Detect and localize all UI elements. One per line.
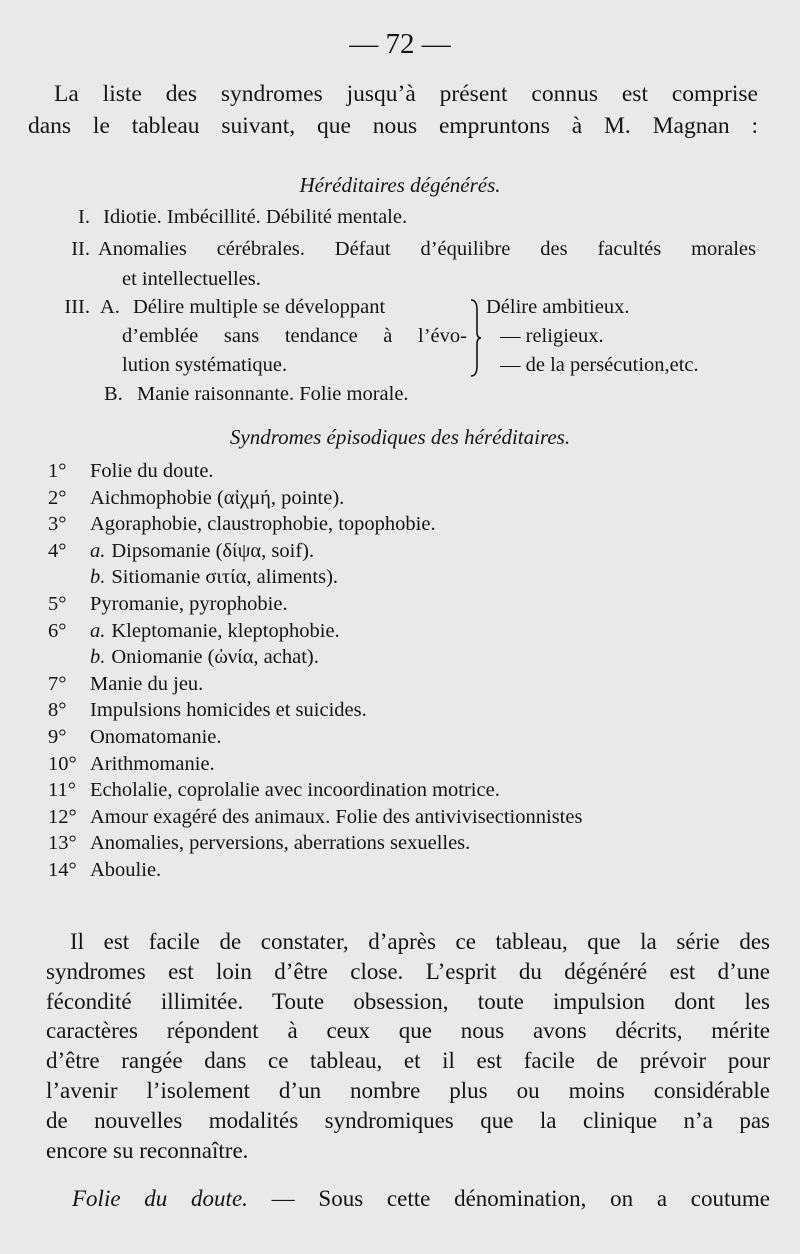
row-iii-a-line: lution systématique. — [122, 354, 288, 376]
item-number: 10° — [48, 752, 77, 775]
section-title-folie-du-doute: Folie du doute. — [72, 1186, 248, 1211]
item-text: Folie du doute. — [90, 460, 214, 482]
item-text: Amour exagéré des animaux. Folie des antivivisectionnistes — [90, 805, 583, 828]
list-item — [48, 779, 500, 802]
item-number: 3° — [48, 513, 67, 536]
delire-religieux: — religieux. — [500, 325, 604, 347]
conclusion-line: de nouvelles modalités syndromiques que la clinique n’a pas — [46, 1107, 770, 1133]
list-item — [48, 753, 215, 776]
item-letter: b. — [90, 566, 106, 589]
item-text: Oniomanie (ὠνία, achat). — [111, 646, 319, 669]
list-item — [48, 806, 582, 829]
conclusion-line: Il est facile de constater, d’après ce tableau, que la série des — [70, 929, 770, 954]
list-item — [48, 460, 214, 483]
item-text: Impulsions homicides et suicides. — [90, 699, 367, 722]
item-text: Anomalies, perversions, aberrations sexuelles. — [90, 832, 471, 855]
row-iii-numeral: III. — [64, 296, 90, 318]
conclusion-line: l’avenir l’isolement d’un nombre plus ou moins considérable — [46, 1077, 770, 1103]
intro-line: dans le tableau suivant, que nous empruntons à M. Magnan : — [28, 113, 758, 139]
final-line — [72, 1186, 770, 1212]
intro-line: La liste des syndromes jusqu’à présent connus est comprise — [54, 81, 758, 107]
list-item — [48, 566, 338, 589]
conclusion-line: syndromes est loin d’être close. L’esprit du dégénéré est d’une — [46, 958, 770, 984]
item-number: 5° — [48, 593, 67, 615]
delire-ambitieux: Délire ambitieux. — [486, 296, 630, 318]
curly-brace — [468, 296, 482, 380]
row-numeral: II. — [71, 238, 90, 260]
row-text: Anomalies cérébrales. Défaut d’équilibre des facultés morales — [98, 238, 756, 260]
conclusion-line: d’être rangée dans ce tableau, et il est facile de prévoir pour — [46, 1048, 770, 1074]
item-number: 8° — [48, 699, 67, 722]
row-i — [34, 206, 407, 229]
row-ii — [34, 238, 756, 261]
row-text: Idiotie. Imbécillité. Débilité mentale. — [103, 206, 408, 228]
item-number: 9° — [48, 726, 67, 748]
conclusion-line: encore su reconnaître. — [46, 1137, 249, 1163]
row-iii-a-label: A. — [100, 296, 120, 318]
conclusion-line: caractères répondent à ceux que nous avons décrits, mérite — [46, 1018, 770, 1044]
table1-heading: Héréditaires dégénérés. — [299, 173, 501, 197]
item-number: 7° — [48, 672, 67, 695]
list-item — [48, 540, 314, 563]
item-number: 14° — [48, 859, 77, 881]
row-iii-a-line: d’emblée sans tendance à l’évo- — [122, 325, 467, 347]
final-line-text: — Sous cette dénomination, on a coutume — [247, 1186, 770, 1211]
delire-persecution: — de la persécution,etc. — [500, 354, 699, 376]
item-text: Pyromanie, pyrophobie. — [90, 593, 288, 615]
item-text: Kleptomanie, kleptophobie. — [111, 619, 340, 642]
list-item — [48, 699, 367, 722]
item-text: Onomatomanie. — [90, 726, 222, 748]
list-item — [48, 726, 222, 749]
item-number: 1° — [48, 460, 67, 482]
list-item — [48, 487, 344, 510]
list-item — [48, 646, 319, 669]
list-item — [48, 832, 470, 855]
item-number: 6° — [48, 619, 67, 642]
item-letter: a. — [90, 539, 106, 562]
conclusion-line: fécondité illimitée. Toute obsession, toute impulsion dont les — [46, 988, 770, 1014]
item-text: Aboulie. — [90, 859, 162, 881]
row-numeral: I. — [78, 206, 90, 228]
table2-heading: Syndromes épisodiques des héréditaires. — [229, 425, 571, 449]
list-item — [48, 593, 288, 616]
item-letter: b. — [90, 646, 106, 669]
item-text: Manie du jeu. — [90, 672, 204, 695]
item-number: 2° — [48, 486, 67, 509]
item-text: Sitiomanie σιτία, aliments). — [111, 566, 339, 589]
item-text: Dipsomanie (δίψα, soif). — [111, 539, 315, 562]
row-iii-b-text: Manie raisonnante. Folie morale. — [137, 383, 409, 405]
row-iii-b-label: B. — [104, 383, 123, 405]
list-item — [48, 513, 436, 536]
row-iii-a-line: Délire multiple se développant — [133, 296, 386, 318]
conclusion-paragraph — [46, 927, 770, 1165]
item-number: 11° — [48, 779, 76, 802]
item-text: Agoraphobie, claustrophobie, topophobie. — [90, 513, 436, 536]
item-number: 4° — [48, 539, 67, 562]
item-number: 12° — [48, 805, 77, 828]
item-number: 13° — [48, 832, 77, 855]
list-item — [48, 620, 340, 643]
item-text: Arithmomanie. — [90, 752, 215, 775]
list-item — [48, 859, 161, 882]
item-letter: a. — [90, 619, 106, 642]
item-text: Echolalie, coprolalie avec incoordination motrice. — [90, 779, 500, 802]
page-number: — 72 — — [349, 28, 451, 60]
row-ii-continuation: et intellectuelles. — [122, 268, 261, 290]
list-item — [48, 673, 203, 696]
intro-paragraph — [28, 78, 758, 142]
item-text: Aichmophobie (αἰχμή, pointe). — [90, 486, 345, 509]
